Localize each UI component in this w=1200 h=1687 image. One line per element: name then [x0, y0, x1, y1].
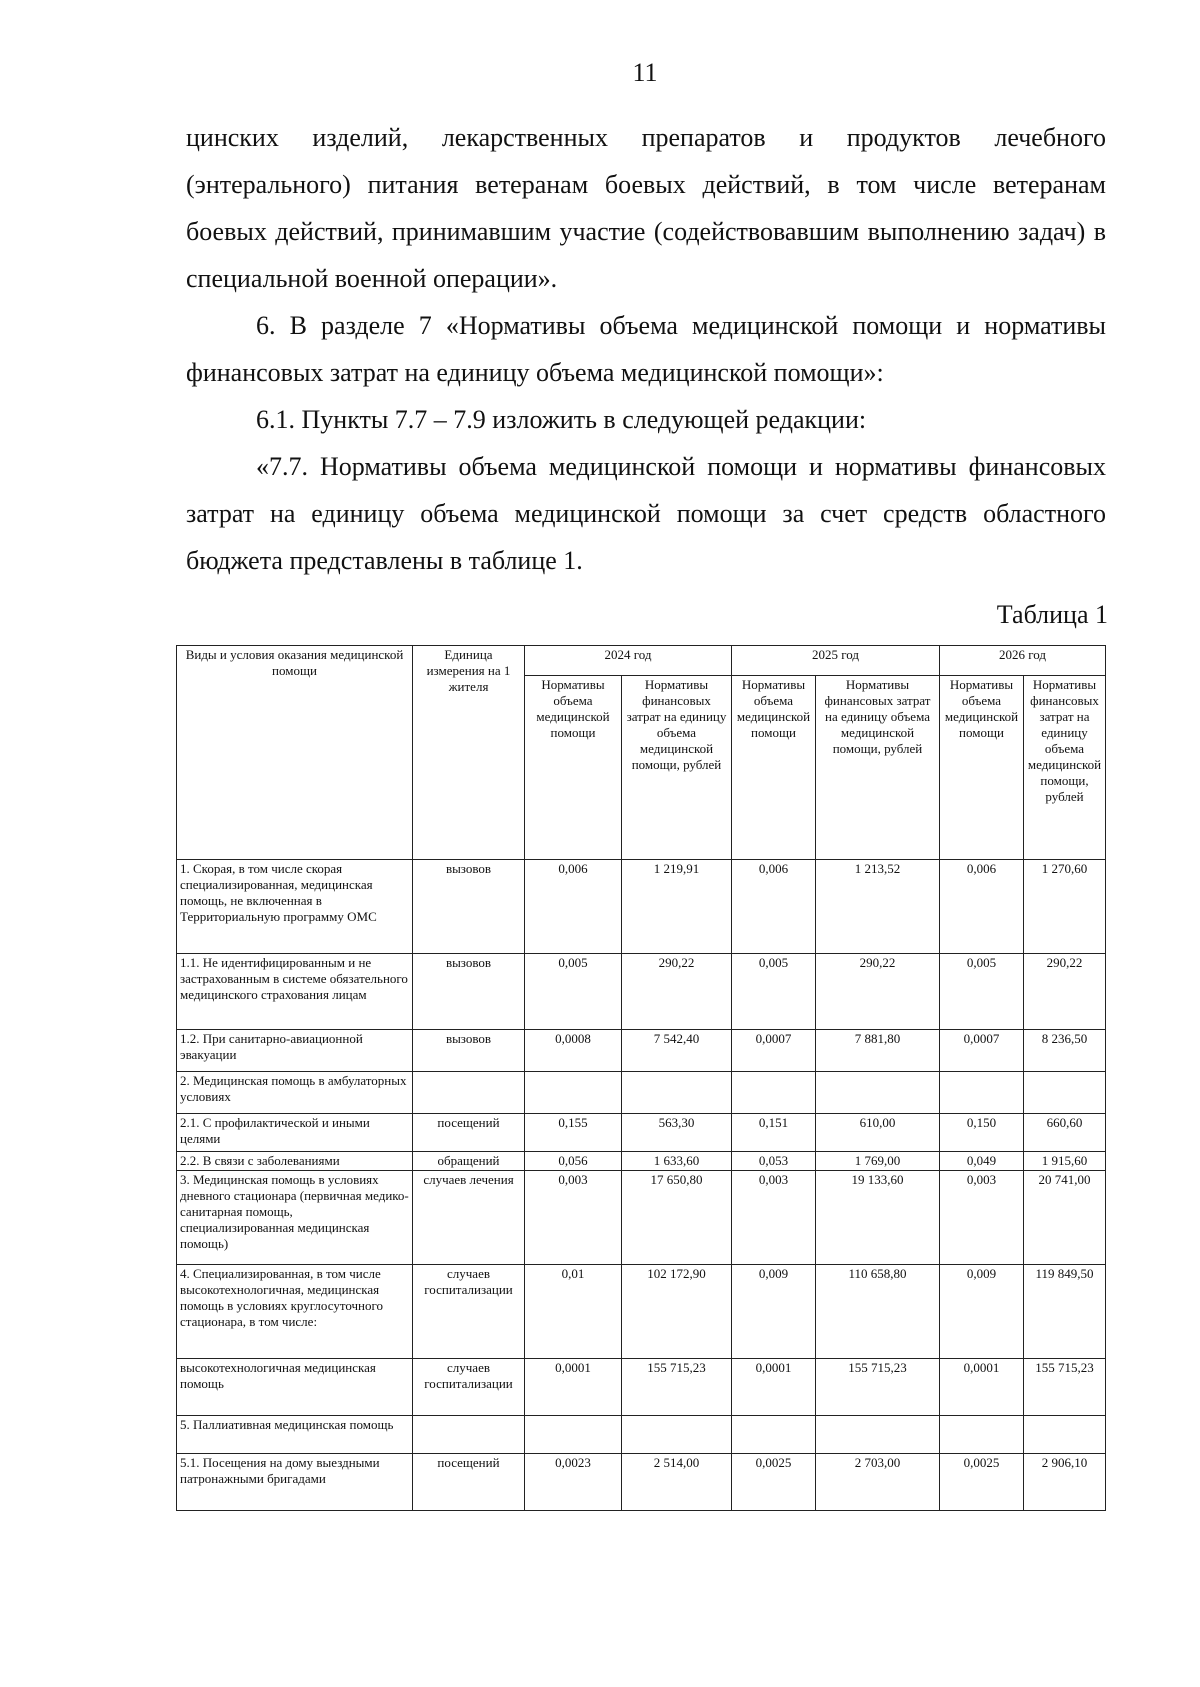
- row-volume-2025: [732, 1416, 816, 1454]
- table-caption: Таблица 1: [996, 600, 1108, 629]
- row-label: 4. Специализированная, в том числе высокотехнологичная, медицинская помощь в условиях круглосуточного стационара, в том числе:: [177, 1265, 413, 1359]
- row-unit: обращений: [413, 1152, 525, 1171]
- row-volume-2025: 0,0007: [732, 1030, 816, 1072]
- norms-table: [176, 645, 1106, 1511]
- row-finance-2026: 20 741,00: [1024, 1171, 1106, 1265]
- row-finance-2026: 8 236,50: [1024, 1030, 1106, 1072]
- row-finance-2025: 1 213,52: [816, 860, 940, 954]
- row-finance-2024: 102 172,90: [622, 1265, 732, 1359]
- paragraph-6-1: 6.1. Пункты 7.7 – 7.9 изложить в следующей редакции:: [256, 405, 867, 434]
- row-volume-2025: 0,151: [732, 1114, 816, 1152]
- header-kind: Виды и условия оказания медицинской помощи: [177, 646, 413, 860]
- row-finance-2025: 19 133,60: [816, 1171, 940, 1265]
- row-volume-2026: 0,0001: [940, 1359, 1024, 1416]
- row-finance-2025: 290,22: [816, 954, 940, 1030]
- row-volume-2026: [940, 1416, 1024, 1454]
- row-label: 2.2. В связи с заболеваниями: [177, 1152, 413, 1171]
- row-finance-2024: 7 542,40: [622, 1030, 732, 1072]
- table-row: [177, 1030, 1106, 1072]
- row-label: 2. Медицинская помощь в амбулаторных условиях: [177, 1072, 413, 1114]
- row-volume-2026: [940, 1072, 1024, 1114]
- row-volume-2026: 0,0025: [940, 1454, 1024, 1511]
- page-number: 11: [632, 58, 658, 87]
- row-volume-2026: 0,049: [940, 1152, 1024, 1171]
- row-finance-2025: [816, 1072, 940, 1114]
- table-row: [177, 1114, 1106, 1152]
- row-unit: [413, 1072, 525, 1114]
- header-volume-2025: Нормативы объема медицинской помощи: [732, 676, 816, 860]
- row-volume-2026: 0,150: [940, 1114, 1024, 1152]
- table-row: [177, 1072, 1106, 1114]
- row-unit: вызовов: [413, 860, 525, 954]
- row-volume-2024: 0,056: [525, 1152, 622, 1171]
- row-label: 2.1. С профилактической и иными целями: [177, 1114, 413, 1152]
- row-finance-2025: 1 769,00: [816, 1152, 940, 1171]
- row-label: 1.1. Не идентифицированным и не застрахованным в системе обязательного медицинского страхования лицам: [177, 954, 413, 1030]
- row-finance-2026: 155 715,23: [1024, 1359, 1106, 1416]
- row-volume-2024: [525, 1072, 622, 1114]
- table-row: [177, 1416, 1106, 1454]
- table-row: [177, 1171, 1106, 1265]
- row-finance-2024: 1 633,60: [622, 1152, 732, 1171]
- paragraph-section-6: 6. В разделе 7 «Нормативы объема медицинской помощи и нормативы финансовых затрат на единицу объема медицинской помощи»:: [186, 311, 1106, 387]
- row-label: высокотехнологичная медицинская помощь: [177, 1359, 413, 1416]
- row-volume-2024: 0,0001: [525, 1359, 622, 1416]
- table-row: [177, 1359, 1106, 1416]
- row-volume-2025: [732, 1072, 816, 1114]
- row-unit: вызовов: [413, 1030, 525, 1072]
- table-row: [177, 860, 1106, 954]
- row-volume-2025: 0,0025: [732, 1454, 816, 1511]
- row-volume-2025: 0,0001: [732, 1359, 816, 1416]
- row-volume-2026: 0,006: [940, 860, 1024, 954]
- table-row: [177, 1152, 1106, 1171]
- row-finance-2024: [622, 1416, 732, 1454]
- paragraph-7-7: «7.7. Нормативы объема медицинской помощи и нормативы финансовых затрат на единицу объема медицинской помощи за счет средств областного бюджета представлены в таблице 1.: [186, 452, 1106, 575]
- row-finance-2026: 119 849,50: [1024, 1265, 1106, 1359]
- row-finance-2026: 1 915,60: [1024, 1152, 1106, 1171]
- row-finance-2024: 2 514,00: [622, 1454, 732, 1511]
- row-label: 5.1. Посещения на дому выездными патронажными бригадами: [177, 1454, 413, 1511]
- row-finance-2026: 1 270,60: [1024, 860, 1106, 954]
- paragraph-continuation: цинских изделий, лекарственных препаратов и продуктов лечебного (энтерального) питания ветеранам боевых действий, в том числе ветеранам боевых действий, принимавшим участие (содействовавшим выполнению задач) в специальной военной операции».: [186, 123, 1106, 293]
- row-unit: случаев лечения: [413, 1171, 525, 1265]
- row-volume-2024: 0,006: [525, 860, 622, 954]
- row-unit: случаев госпитализации: [413, 1265, 525, 1359]
- row-volume-2026: 0,0007: [940, 1030, 1024, 1072]
- row-finance-2024: 1 219,91: [622, 860, 732, 954]
- header-finance-2025: Нормативы финансовых затрат на единицу объема медицинской помощи, рублей: [816, 676, 940, 860]
- row-label: 3. Медицинская помощь в условиях дневного стационара (первичная медико-санитарная помощь, специализированная медицинская помощь): [177, 1171, 413, 1265]
- header-volume-2024: Нормативы объема медицинской помощи: [525, 676, 622, 860]
- row-volume-2025: 0,009: [732, 1265, 816, 1359]
- header-volume-2026: Нормативы объема медицинской помощи: [940, 676, 1024, 860]
- row-finance-2025: 610,00: [816, 1114, 940, 1152]
- row-finance-2025: [816, 1416, 940, 1454]
- row-volume-2024: 0,01: [525, 1265, 622, 1359]
- row-finance-2026: [1024, 1072, 1106, 1114]
- table-row: [177, 954, 1106, 1030]
- row-volume-2024: 0,0008: [525, 1030, 622, 1072]
- row-finance-2025: 2 703,00: [816, 1454, 940, 1511]
- row-finance-2024: 563,30: [622, 1114, 732, 1152]
- row-volume-2026: 0,003: [940, 1171, 1024, 1265]
- row-label: 1. Скорая, в том числе скорая специализированная, медицинская помощь, не включенная в Территориальную программу ОМС: [177, 860, 413, 954]
- row-volume-2025: 0,053: [732, 1152, 816, 1171]
- row-label: 1.2. При санитарно-авиационной эвакуации: [177, 1030, 413, 1072]
- row-label: 5. Паллиативная медицинская помощь: [177, 1416, 413, 1454]
- table-row: [177, 1265, 1106, 1359]
- row-finance-2024: 17 650,80: [622, 1171, 732, 1265]
- row-finance-2024: 155 715,23: [622, 1359, 732, 1416]
- row-finance-2026: 660,60: [1024, 1114, 1106, 1152]
- row-unit: случаев госпитализации: [413, 1359, 525, 1416]
- row-volume-2025: 0,005: [732, 954, 816, 1030]
- table-row: [177, 1454, 1106, 1511]
- row-volume-2024: 0,0023: [525, 1454, 622, 1511]
- header-finance-2024: Нормативы финансовых затрат на единицу объема медицинской помощи, рублей: [622, 676, 732, 860]
- row-unit: посещений: [413, 1454, 525, 1511]
- row-finance-2024: 290,22: [622, 954, 732, 1030]
- row-volume-2025: 0,003: [732, 1171, 816, 1265]
- row-finance-2025: 7 881,80: [816, 1030, 940, 1072]
- header-year-2024: 2024 год: [525, 646, 732, 676]
- row-finance-2025: 155 715,23: [816, 1359, 940, 1416]
- header-year-2025: 2025 год: [732, 646, 940, 676]
- header-finance-2026: Нормативы финансовых затрат на единицу объема медицинской помощи, рублей: [1024, 676, 1106, 860]
- row-finance-2026: 2 906,10: [1024, 1454, 1106, 1511]
- row-finance-2025: 110 658,80: [816, 1265, 940, 1359]
- row-finance-2026: [1024, 1416, 1106, 1454]
- row-volume-2024: [525, 1416, 622, 1454]
- row-unit: посещений: [413, 1114, 525, 1152]
- row-volume-2024: 0,003: [525, 1171, 622, 1265]
- header-year-2026: 2026 год: [940, 646, 1106, 676]
- row-finance-2024: [622, 1072, 732, 1114]
- row-volume-2024: 0,155: [525, 1114, 622, 1152]
- row-volume-2024: 0,005: [525, 954, 622, 1030]
- row-volume-2026: 0,005: [940, 954, 1024, 1030]
- header-unit: Единица измерения на 1 жителя: [413, 646, 525, 860]
- row-volume-2026: 0,009: [940, 1265, 1024, 1359]
- row-unit: [413, 1416, 525, 1454]
- row-unit: вызовов: [413, 954, 525, 1030]
- row-volume-2025: 0,006: [732, 860, 816, 954]
- row-finance-2026: 290,22: [1024, 954, 1106, 1030]
